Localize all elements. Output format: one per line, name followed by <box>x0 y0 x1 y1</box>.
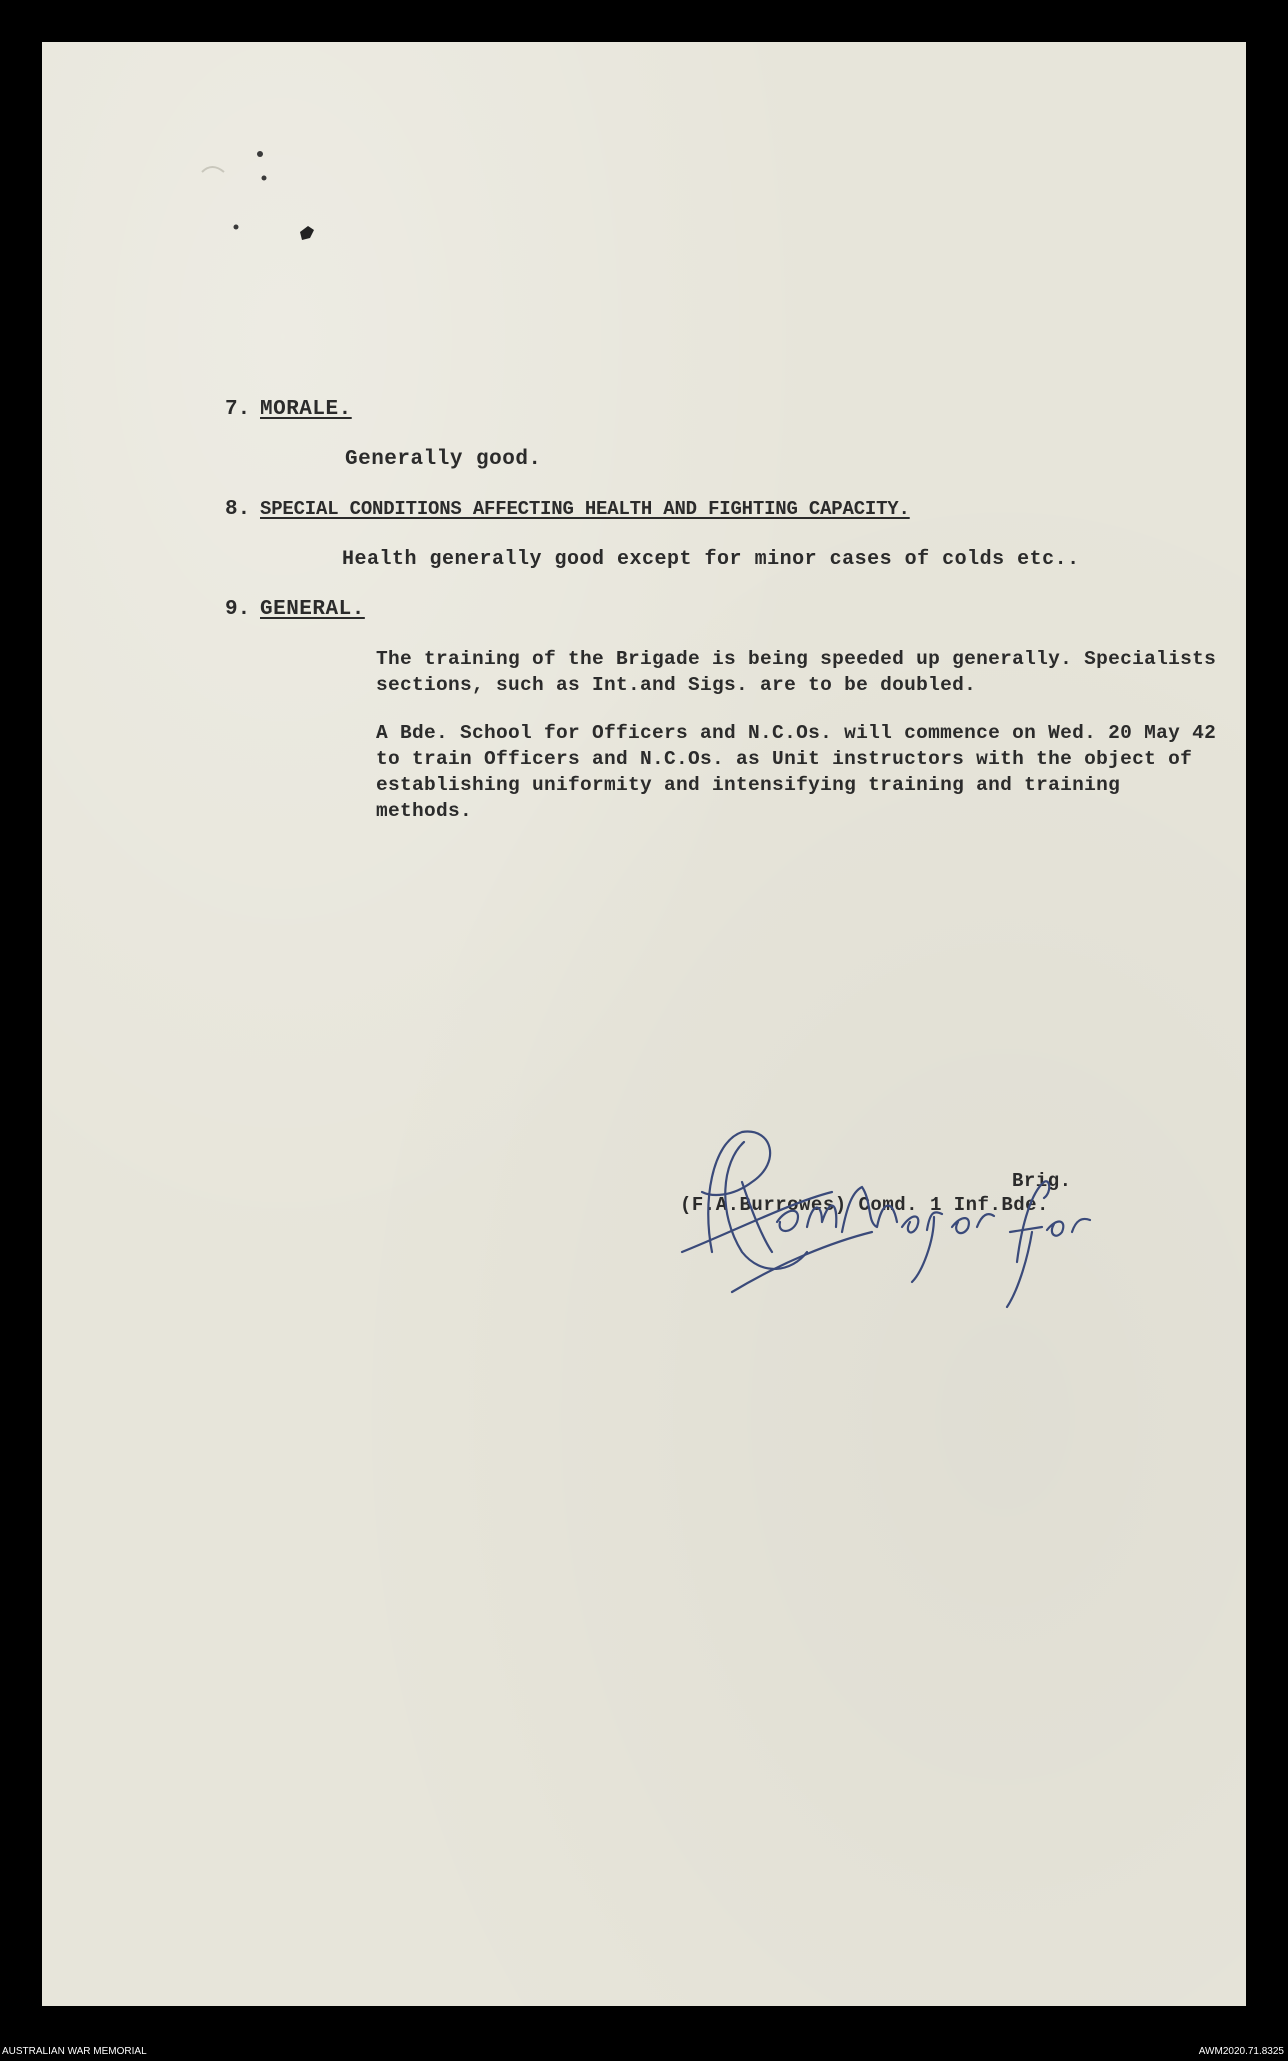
section-7-body: Generally good. <box>345 448 542 471</box>
section-9-paragraph-1 <box>376 646 1256 698</box>
footer-left-label: AUSTRALIAN WAR MEMORIAL <box>2 2046 147 2057</box>
paragraph-line: to train Officers and N.C.Os. as Unit instructors with the object of <box>376 748 1193 770</box>
signature-title: Brig. <box>1012 1170 1072 1192</box>
section-8-number: 8. <box>225 498 251 521</box>
section-8-heading: SPECIAL CONDITIONS AFFECTING HEALTH AND FIGHTING CAPACITY. <box>260 498 910 520</box>
handwritten-signature <box>672 1102 1132 1322</box>
document-page <box>42 42 1246 2006</box>
section-7-number: 7. <box>225 398 251 421</box>
section-9-paragraph-2 <box>376 720 1256 824</box>
paragraph-line: establishing uniformity and intensifying training and training <box>376 774 1121 796</box>
paragraph-line: sections, such as Int.and Sigs. are to be doubled. <box>376 674 977 696</box>
section-7-heading: MORALE. <box>260 398 352 421</box>
section-9-heading: GENERAL. <box>260 598 365 621</box>
section-9-number: 9. <box>225 598 251 621</box>
signature-name-line: (F.A.Burrowes) Comd. 1 Inf.Bde. <box>680 1194 1049 1216</box>
footer-right-label: AWM2020.71.8325 <box>1198 2046 1284 2057</box>
paragraph-line: methods. <box>376 800 473 822</box>
paragraph-line: The training of the Brigade is being speeded up generally. Specialists <box>376 648 1217 670</box>
section-8-body: Health generally good except for minor cases of colds etc.. <box>342 548 1080 571</box>
paragraph-line: A Bde. School for Officers and N.C.Os. will commence on Wed. 20 May 42 <box>376 722 1217 744</box>
staple-holes <box>152 102 352 262</box>
